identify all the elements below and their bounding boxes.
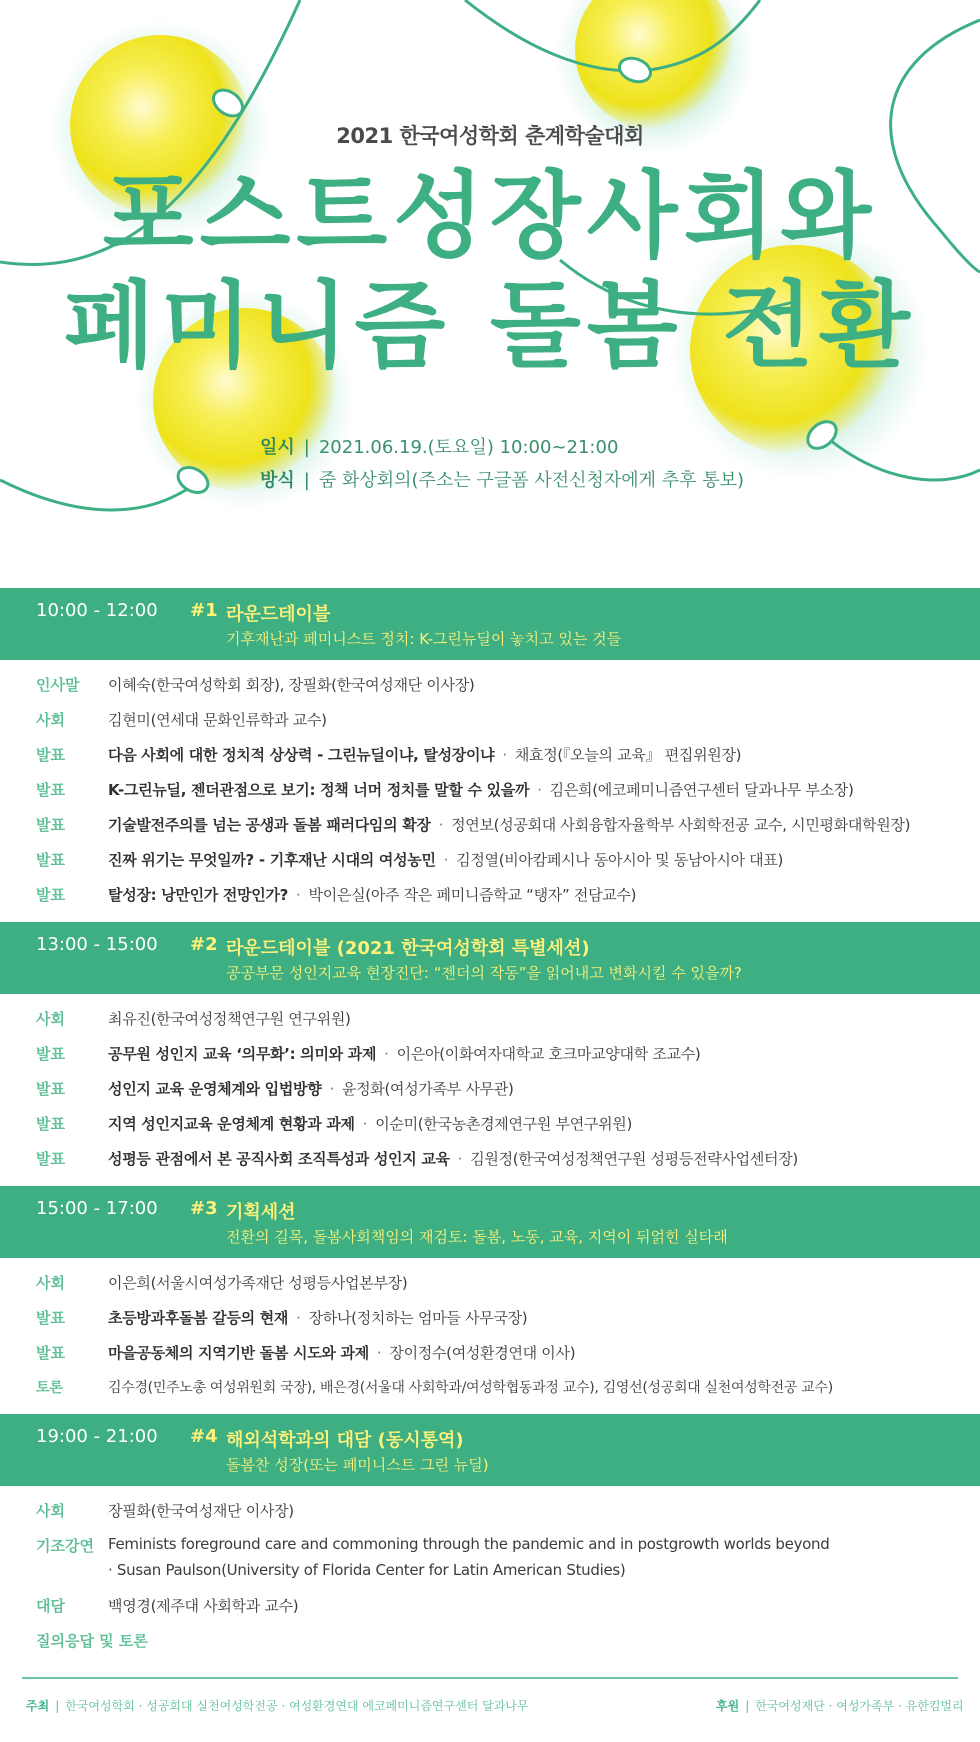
keynote-speaker: · Susan Paulson(University of Florida Center for Latin American Studies) xyxy=(108,1561,626,1579)
role-label: 발표 xyxy=(36,1115,65,1133)
talk-speaker: 장이정수(여성환경연대 이사) xyxy=(389,1344,576,1362)
talk-title: 성평등 관점에서 본 공직사회 조직특성과 성인지 교육 xyxy=(108,1150,450,1168)
talk-title: 다음 사회에 대한 정치적 상상력 - 그린뉴딜이냐, 탈성장이냐 xyxy=(108,746,495,764)
talk-title: 마을공동체의 지역기반 돌봄 시도와 과제 xyxy=(108,1344,369,1362)
session-number: #1 xyxy=(190,600,218,621)
talk-info: 탈성장: 낭만인가 전망인가? · 박이은실(아주 작은 페미니즘학교 “탱자” 전담교수) xyxy=(108,886,637,904)
talk-speaker: 김은희(에코페미니즘연구센터 달과나무 부소장) xyxy=(549,781,854,799)
session-time: 19:00 - 21:00 xyxy=(36,1426,158,1447)
session-number: #2 xyxy=(190,934,218,955)
footer-sponsor: 후원 | 한국여성재단 · 여성가족부 · 유한킴벌리 xyxy=(716,1699,964,1713)
talk-title: K-그린뉴딜, 젠더관점으로 보기: 정책 너머 정치를 말할 수 있을까 xyxy=(108,781,530,799)
talk-speaker: 장하나(정치하는 엄마들 사무국장) xyxy=(308,1309,528,1327)
session-subtitle: 공공부문 성인지교육 현장진단: “젠더의 작동”을 읽어내고 변화시킬 수 있을까? xyxy=(226,964,742,982)
session-time: 13:00 - 15:00 xyxy=(36,934,158,955)
talk-speaker: 박이은실(아주 작은 페미니즘학교 “탱자” 전담교수) xyxy=(308,886,637,904)
session-title: 라운드테이블 xyxy=(226,604,331,625)
role-label: 발표 xyxy=(36,1045,65,1063)
date-label: 일시 xyxy=(260,437,295,458)
session-time: 15:00 - 17:00 xyxy=(36,1198,158,1219)
row-text: 장필화(한국여성재단 이사장) xyxy=(108,1502,294,1520)
footer-divider xyxy=(22,1677,958,1679)
role-label: 대담 xyxy=(36,1597,65,1615)
talk-info: 성평등 관점에서 본 공직사회 조직특성과 성인지 교육 · 김원정(한국여성정책연구원 성평등전략사업센터장) xyxy=(108,1150,798,1168)
session-title: 기획세션 xyxy=(226,1202,296,1223)
talk-speaker: 정연보(성공회대 사회융합자율학부 사회학전공 교수, 시민평화대학원장) xyxy=(451,816,911,834)
role-label: 토론 xyxy=(36,1380,64,1396)
method-label: 방식 xyxy=(260,470,295,491)
date-info: 일시 | 2021.06.19.(토요일) 10:00~21:00 xyxy=(260,437,619,458)
session-time: 10:00 - 12:00 xyxy=(36,600,158,621)
talk-speaker: 김원정(한국여성정책연구원 성평등전략사업센터장) xyxy=(470,1150,798,1168)
session-title: 해외석학과의 대담 (동시통역) xyxy=(226,1430,464,1451)
talk-info: K-그린뉴딜, 젠더관점으로 보기: 정책 너머 정치를 말할 수 있을까 · 김은희(에코페미니즘연구센터 달과나무 부소장) xyxy=(108,781,854,799)
session-subtitle: 기후재난과 페미니스트 정치: K-그린뉴딜이 놓치고 있는 것들 xyxy=(226,630,622,648)
keynote-title: Feminists foreground care and commoning through the pandemic and in postgrowth worlds beyond xyxy=(108,1535,830,1553)
talk-title: 기술발전주의를 넘는 공생과 돌봄 패러다임의 확장 xyxy=(108,816,431,834)
session-subtitle: 전환의 길목, 돌봄사회책임의 재검토: 돌봄, 노동, 교육, 지역이 뒤얽힌 실타래 xyxy=(226,1228,728,1246)
session-number: #3 xyxy=(190,1198,218,1219)
talk-title: 지역 성인지교육 운영체계 현황과 과제 xyxy=(108,1115,355,1133)
row-text: 김현미(연세대 문화인류학과 교수) xyxy=(108,711,327,729)
row-text: 김수경(민주노총 여성위원회 국장), 배은경(서울대 사회학과/여성학협동과정 교수), 김영선(성공회대 실천여성학전공 교수) xyxy=(108,1380,833,1396)
page-title-line2: 페미니즘 돌봄 전환 xyxy=(64,272,916,381)
talk-speaker: 윤정화(여성가족부 사무관) xyxy=(341,1080,514,1098)
method-value: 줌 화상회의(주소는 구글폼 사전신청자에게 추후 통보) xyxy=(318,470,745,491)
talk-speaker: 채효정(『오늘의 교육』 편집위원장) xyxy=(514,746,742,764)
talk-info: 마을공동체의 지역기반 돌봄 시도와 과제 · 장이정수(여성환경연대 이사) xyxy=(108,1344,576,1362)
role-label: 질의응답 및 토론 xyxy=(36,1632,148,1650)
talk-info: 진짜 위기는 무엇일까? - 기후재난 시대의 여성농민 · 김정열(비아캄페시나 동아시아 및 동남아시아 대표) xyxy=(108,851,784,869)
role-label: 발표 xyxy=(36,816,65,834)
role-label: 사회 xyxy=(36,1274,65,1292)
talk-info: 공무원 성인지 교육 ‘의무화’: 의미와 과제 · 이은아(이화여자대학교 호크마교양대학 조교수) xyxy=(108,1045,701,1063)
talk-info: 다음 사회에 대한 정치적 상상력 - 그린뉴딜이냐, 탈성장이냐 · 채효정(『오늘의 교육』 편집위원장) xyxy=(108,746,742,764)
talk-title: 성인지 교육 운영체계와 입법방향 xyxy=(108,1080,322,1098)
talk-title: 탈성장: 낭만인가 전망인가? xyxy=(108,886,289,904)
role-label: 인사말 xyxy=(36,676,80,694)
talk-speaker: 이은아(이화여자대학교 호크마교양대학 조교수) xyxy=(396,1045,701,1063)
hero-banner xyxy=(0,0,980,588)
session-2-header xyxy=(0,922,980,994)
role-label: 발표 xyxy=(36,746,65,764)
role-label: 발표 xyxy=(36,1150,65,1168)
role-label: 발표 xyxy=(36,851,65,869)
role-label: 발표 xyxy=(36,886,65,904)
role-label: 발표 xyxy=(36,781,65,799)
role-label: 사회 xyxy=(36,1502,65,1520)
talk-info: 성인지 교육 운영체계와 입법방향 · 윤정화(여성가족부 사무관) xyxy=(108,1080,514,1098)
role-label: 발표 xyxy=(36,1080,65,1098)
talk-title: 초등방과후돌봄 갈등의 현재 xyxy=(108,1309,289,1327)
row-text: 최유진(한국여성정책연구원 연구위원) xyxy=(108,1010,351,1028)
method-info: 방식 | 줌 화상회의(주소는 구글폼 사전신청자에게 추후 통보) xyxy=(260,470,745,491)
footer-host: 주최 | 한국여성학회 · 성공회대 실천여성학전공 · 여성환경연대 에코페미니즘연구센터 달과나무 xyxy=(26,1699,529,1713)
session-subtitle: 돌봄찬 성장(또는 페미니스트 그린 뉴딜) xyxy=(226,1456,489,1474)
conference-subtitle: 2021 한국여성학회 춘계학술대회 xyxy=(336,124,644,148)
role-label: 사회 xyxy=(36,711,65,729)
date-value: 2021.06.19.(토요일) 10:00~21:00 xyxy=(318,437,619,458)
session-3-header xyxy=(0,1186,980,1258)
sponsor-label: 후원 xyxy=(716,1699,740,1713)
session-1-header xyxy=(0,588,980,660)
talk-speaker: 이순미(한국농촌경제연구원 부연구위원) xyxy=(375,1115,633,1133)
role-label: 발표 xyxy=(36,1309,65,1327)
talk-title: 공무원 성인지 교육 ‘의무화’: 의미와 과제 xyxy=(108,1045,377,1063)
role-label: 기조강연 xyxy=(36,1537,94,1555)
session-number: #4 xyxy=(190,1426,218,1447)
session-4-header xyxy=(0,1414,980,1486)
talk-speaker: 김정열(비아캄페시나 동아시아 및 동남아시아 대표) xyxy=(456,851,784,869)
host-text: 한국여성학회 · 성공회대 실천여성학전공 · 여성환경연대 에코페미니즘연구센터 달과나무 xyxy=(65,1699,529,1713)
row-text: 이은희(서울시여성가족재단 성평등사업본부장) xyxy=(108,1274,408,1292)
host-label: 주최 xyxy=(26,1699,50,1713)
page-title-line1: 포스트성장사회와 xyxy=(102,162,878,271)
talk-info: 초등방과후돌봄 갈등의 현재 · 장하나(정치하는 엄마들 사무국장) xyxy=(108,1309,528,1327)
sponsor-text: 한국여성재단 · 여성가족부 · 유한킴벌리 xyxy=(755,1699,964,1713)
role-label: 발표 xyxy=(36,1344,65,1362)
talk-info: 지역 성인지교육 운영체계 현황과 과제 · 이순미(한국농촌경제연구원 부연구위원) xyxy=(108,1115,633,1133)
talk-title: 진짜 위기는 무엇일까? - 기후재난 시대의 여성농민 xyxy=(108,851,436,869)
session-title: 라운드테이블 (2021 한국여성학회 특별세션) xyxy=(226,938,590,959)
row-text: 백영경(제주대 사회학과 교수) xyxy=(108,1597,299,1615)
role-label: 사회 xyxy=(36,1010,65,1028)
row-text: 이혜숙(한국여성학회 회장), 장필화(한국여성재단 이사장) xyxy=(108,676,475,694)
talk-info: 기술발전주의를 넘는 공생과 돌봄 패러다임의 확장 · 정연보(성공회대 사회융합자율학부 사회학전공 교수, 시민평화대학원장) xyxy=(108,816,911,834)
